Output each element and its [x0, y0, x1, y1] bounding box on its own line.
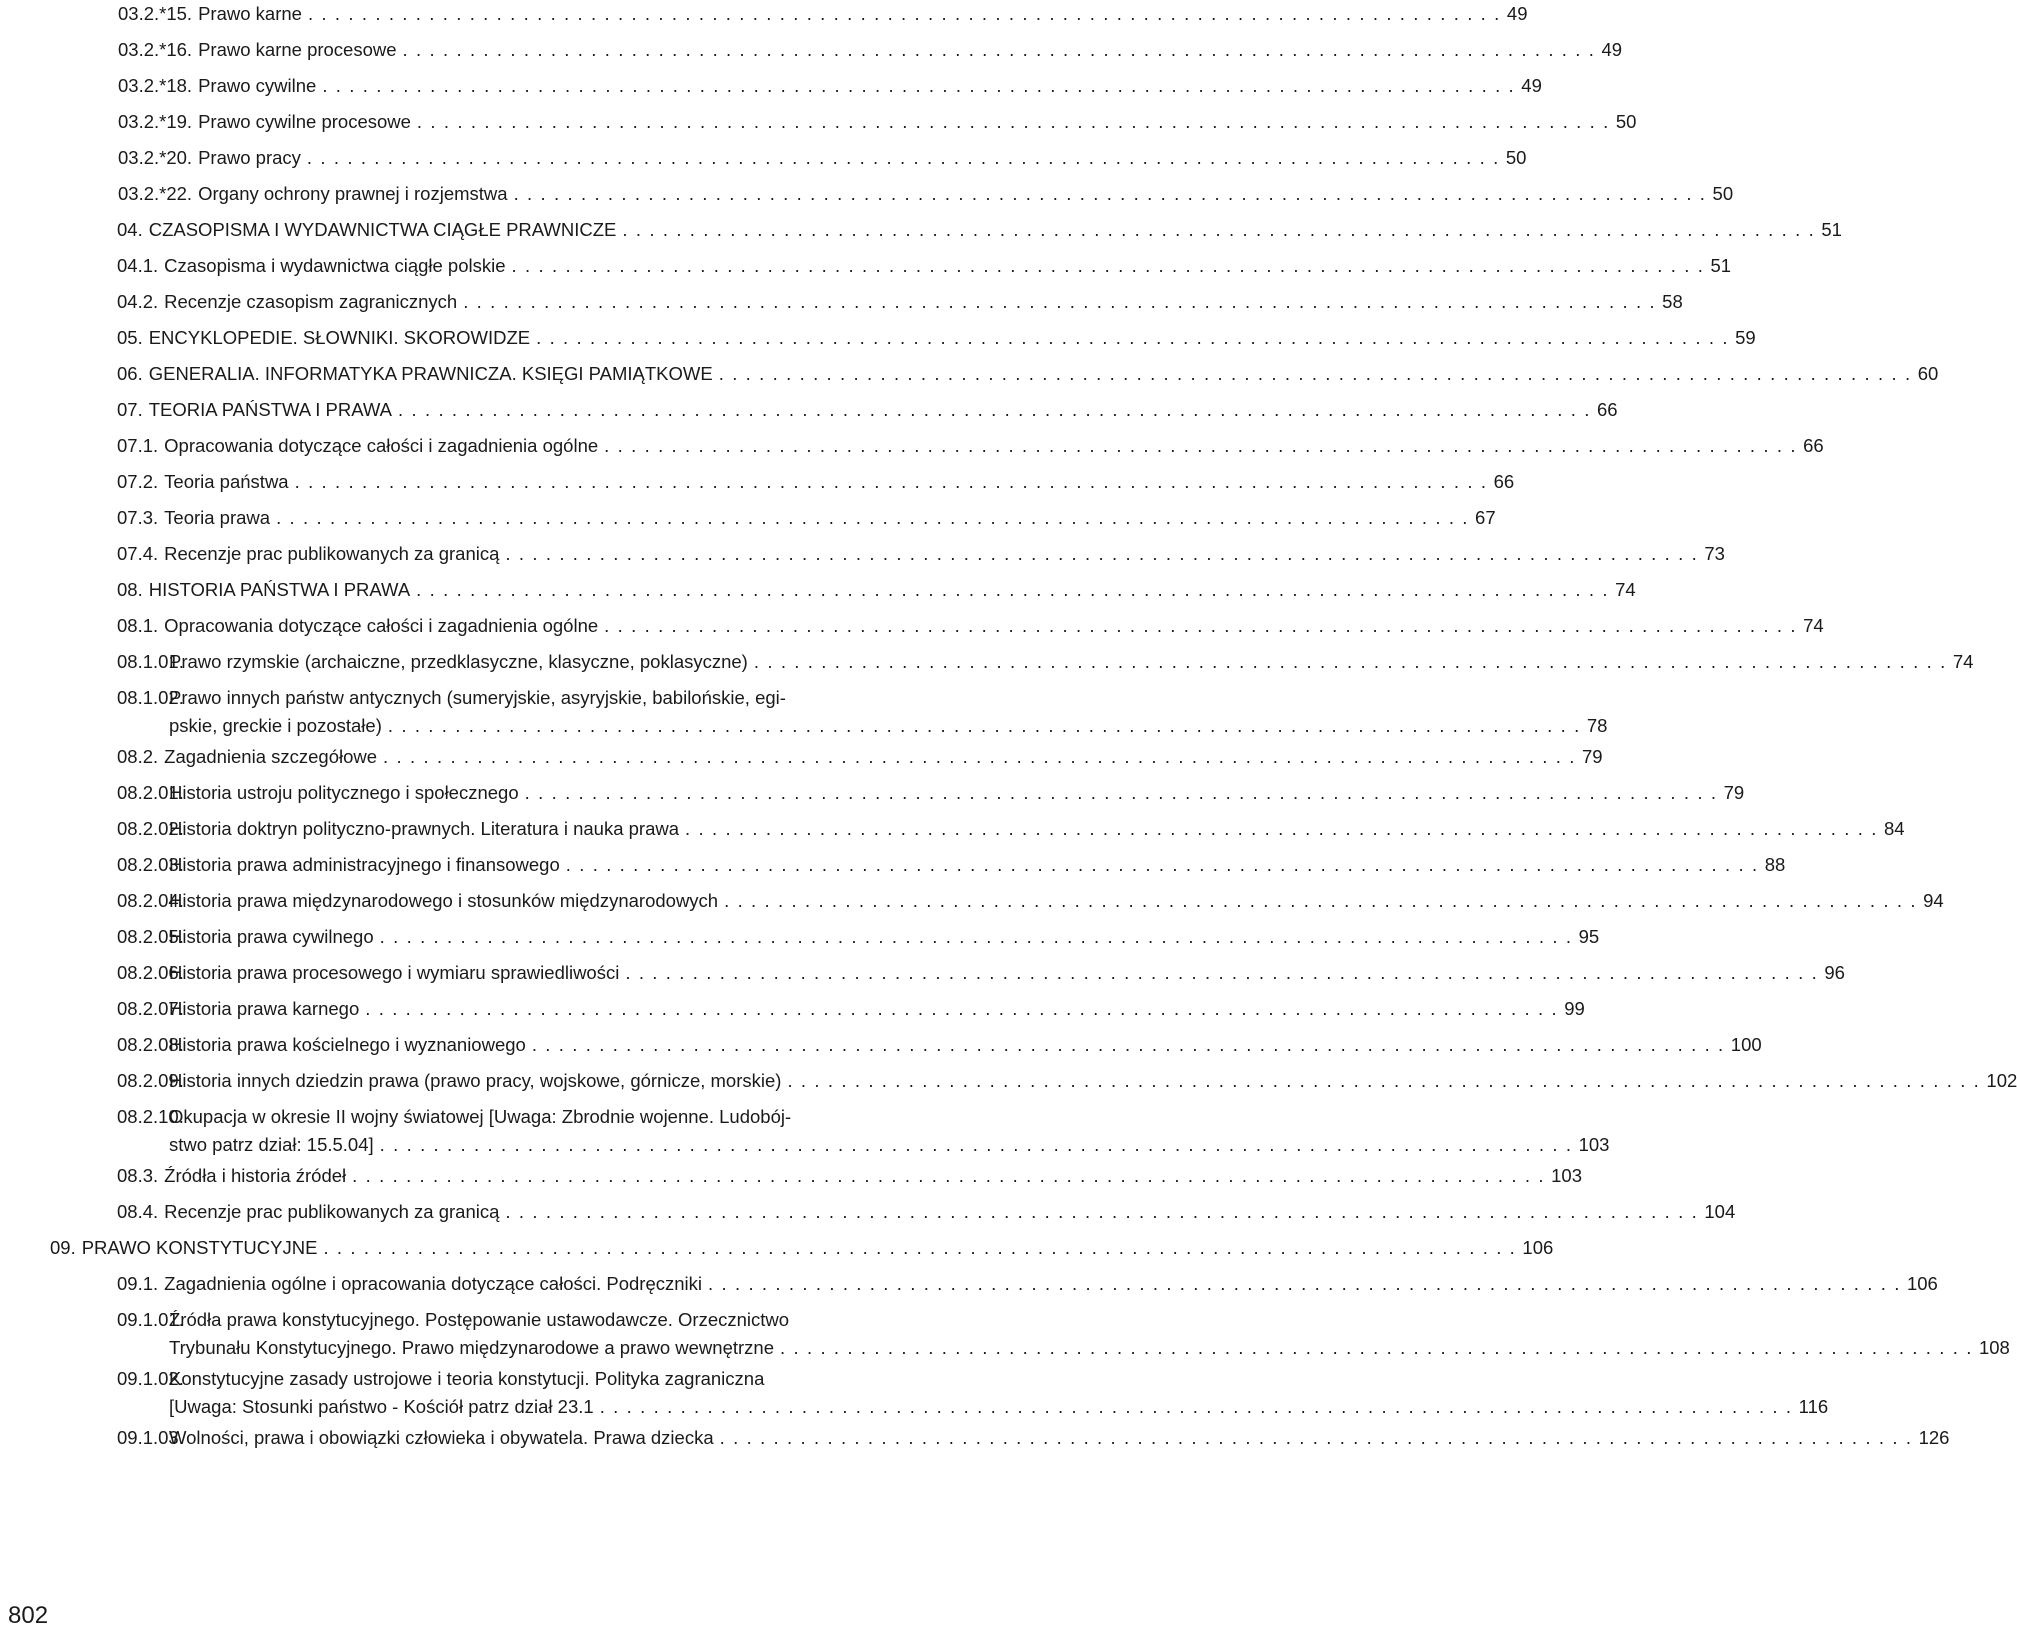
toc-entry-number: 08.2.05.	[117, 926, 184, 947]
toc-entry-page: 126	[1918, 1427, 1950, 1448]
dot-leader	[708, 1273, 1901, 1295]
toc-entry-page: 94	[1923, 890, 1944, 911]
dot-leader	[322, 75, 1515, 97]
toc-entry-number: 04.2.	[117, 291, 159, 312]
toc-entry-title: TEORIA PAŃSTWA I PRAWA	[148, 399, 392, 420]
toc-entry-title: Prawo pracy	[198, 147, 301, 168]
toc-entry-page: 73	[1704, 543, 1725, 564]
dot-leader	[600, 1396, 1793, 1418]
toc-entry-page: 51	[1821, 219, 1842, 240]
dot-leader	[307, 147, 1500, 169]
toc-entry-number: 08.2.06.	[117, 962, 184, 983]
dot-leader	[323, 1237, 1516, 1259]
toc-entry-number: 08.2.07.	[117, 998, 184, 1019]
toc-entry-page: 66	[1803, 435, 1824, 456]
toc-entry-title: Teoria państwa	[164, 471, 289, 492]
toc-entry-page: 60	[1917, 363, 1939, 384]
toc-entry-title: Historia prawa kościelnego i wyznaniowego	[169, 1034, 526, 1055]
toc-entry-title: Opracowania dotyczące całości i zagadnienia ogólne	[164, 615, 599, 636]
toc-entry-page: 106	[1906, 1273, 1938, 1294]
dot-leader	[566, 854, 1759, 876]
dot-leader	[532, 1034, 1725, 1056]
toc-entry-page: 50	[1712, 183, 1734, 204]
toc-entry-page: 102	[1986, 1070, 2017, 1091]
dot-leader	[463, 291, 1656, 313]
dot-leader	[417, 111, 1610, 133]
toc-entry-page: 88	[1764, 854, 1786, 875]
toc-entry-number: 07.	[117, 399, 143, 420]
toc-entry-title: Źródła i historia źródeł	[164, 1165, 347, 1186]
toc-entry-number: 03.2.*16.	[118, 39, 193, 60]
toc-entry-title: Recenzje prac publikowanych za granicą	[164, 543, 500, 564]
toc-entry-title: Zagadnienia szczegółowe	[164, 746, 378, 767]
toc-entry-title: Źródła prawa konstytucyjnego. Postępowanie ustawodawcze. Orzecznictwo	[169, 1309, 790, 1330]
toc-entry-page: 50	[1505, 147, 1527, 168]
toc-entry-title: Prawo innych państw antycznych (sumeryjskie, asyryjskie, babilońskie, egi-	[169, 687, 786, 708]
toc-entry-number: 09.	[50, 1237, 76, 1258]
toc-entry-number: 08.2.04.	[117, 890, 184, 911]
toc-entry-number: 05.	[117, 327, 143, 348]
dot-leader	[787, 1070, 1980, 1092]
toc-entry-number: 03.2.*19.	[118, 111, 193, 132]
toc-entry-title: Teoria prawa	[164, 507, 271, 528]
dot-leader	[416, 579, 1609, 601]
toc-entry-number: 03.2.*20.	[118, 147, 193, 168]
toc-entry-number: 08.2.02.	[117, 818, 184, 839]
toc-entry-title: Opracowania dotyczące całości i zagadnienia ogólne	[164, 435, 599, 456]
toc-entry-number: 09.1.02.	[117, 1368, 184, 1389]
toc-entry-page: 79	[1582, 746, 1603, 767]
toc-entry-title: Prawo cywilne	[198, 75, 317, 96]
toc-entry-page: 50	[1615, 111, 1637, 132]
toc-entry-title-continued: stwo patrz dział: 15.5.04]	[169, 1134, 374, 1155]
toc-entry-number: 07.3.	[117, 507, 159, 528]
toc-entry-title: Prawo karne procesowe	[198, 39, 397, 60]
dot-leader	[276, 507, 1469, 529]
toc-entry-page: 95	[1578, 926, 1600, 947]
toc-entry-number: 09.1.03.	[117, 1427, 184, 1448]
toc-entry-number: 06.	[117, 363, 143, 384]
toc-entry-title: PRAWO KONSTYTUCYJNE	[81, 1237, 318, 1258]
toc-entry-page: 59	[1735, 327, 1756, 348]
toc-entry-title: GENERALIA. INFORMATYKA PRAWNICZA. KSIĘGI PAMIĄTKOWE	[148, 363, 713, 384]
toc-entry-number: 08.1.01.	[117, 651, 184, 672]
dot-leader	[505, 1201, 1698, 1223]
dot-leader	[403, 39, 1596, 61]
toc-entry-title-continued: [Uwaga: Stosunki państwo - Kościół patrz dział 23.1	[169, 1396, 594, 1417]
toc-entry-page: 74	[1615, 579, 1636, 600]
toc-entry-number: 08.	[117, 579, 143, 600]
toc-entry-title-continued: pskie, greckie i pozostałe)	[169, 715, 382, 736]
toc-entry-number: 03.2.*22.	[118, 183, 193, 204]
toc-entry-number: 08.2.09.	[117, 1070, 184, 1091]
toc-entry-page: 51	[1710, 255, 1732, 276]
toc-entry-number: 09.1.	[117, 1273, 159, 1294]
dot-leader	[720, 1427, 1913, 1449]
toc-entry-title: CZASOPISMA I WYDAWNICTWA CIĄGŁE PRAWNICZE	[148, 219, 617, 240]
dot-leader	[308, 3, 1501, 25]
dot-leader	[295, 471, 1488, 493]
toc-entry-title: HISTORIA PAŃSTWA I PRAWA	[148, 579, 411, 600]
toc-entry-title: Czasopisma i wydawnictwa ciągłe polskie	[164, 255, 506, 276]
toc-entry-page: 104	[1704, 1201, 1736, 1222]
dot-leader	[512, 255, 1705, 277]
toc-entry-title: Zagadnienia ogólne i opracowania dotyczące całości. Podręczniki	[164, 1273, 703, 1294]
toc-entry-number: 03.2.*15.	[118, 3, 193, 24]
toc-entry-page: 49	[1506, 3, 1528, 24]
toc-entry-page: 116	[1798, 1396, 1829, 1417]
toc-entry-page: 100	[1730, 1034, 1762, 1055]
toc-entry-title: Recenzje czasopism zagranicznych	[164, 291, 458, 312]
toc-entry-number: 03.2.*18.	[118, 75, 193, 96]
toc-entry-page: 49	[1601, 39, 1623, 60]
toc-entry-title: Okupacja w okresie II wojny światowej [Uwaga: Zbrodnie wojenne. Ludobój-	[169, 1106, 792, 1127]
dot-leader	[685, 818, 1878, 840]
toc-entry-number: 07.4.	[117, 543, 159, 564]
toc-entry-number: 04.1.	[117, 255, 159, 276]
toc-entry-number: 08.2.01.	[117, 782, 184, 803]
toc-entry-page: 106	[1522, 1237, 1554, 1258]
toc-entry-title: Wolności, prawa i obowiązki człowieka i obywatela. Prawa dziecka	[169, 1427, 714, 1448]
dot-leader	[719, 363, 1912, 385]
toc-entry-number: 08.2.08.	[117, 1034, 184, 1055]
toc-entry-title-continued: Trybunału Konstytucyjnego. Prawo międzynarodowe a prawo wewnętrzne	[169, 1337, 774, 1358]
dot-leader	[525, 782, 1718, 804]
dot-leader	[380, 926, 1573, 948]
toc-entry-title: Organy ochrony prawnej i rozjemstwa	[198, 183, 508, 204]
dot-leader	[724, 890, 1917, 912]
toc-entry-page: 67	[1475, 507, 1496, 528]
toc-entry-title: Prawo rzymskie (archaiczne, przedklasyczne, klasyczne, poklasyczne)	[169, 651, 748, 672]
toc-entry-page: 99	[1564, 998, 1585, 1019]
dot-leader	[514, 183, 1707, 205]
dot-leader	[352, 1165, 1545, 1187]
toc-entry-number: 08.3.	[117, 1165, 159, 1186]
toc-entry-page: 84	[1883, 818, 1905, 839]
toc-entry-page: 66	[1596, 399, 1618, 420]
toc-entry-number: 08.1.02.	[117, 687, 184, 708]
toc-entry-page: 78	[1586, 715, 1608, 736]
toc-entry-number: 08.4.	[117, 1201, 159, 1222]
toc-entry-title: Prawo cywilne procesowe	[198, 111, 411, 132]
toc-entry-page: 49	[1521, 75, 1542, 96]
toc-entry-number: 08.2.	[117, 746, 159, 767]
page-number: 802	[8, 1602, 49, 1629]
toc-entry-title: Recenzje prac publikowanych za granicą	[164, 1201, 500, 1222]
dot-leader	[380, 1134, 1573, 1156]
dot-leader	[604, 615, 1797, 637]
toc-entry-number: 07.2.	[117, 471, 159, 492]
toc-entry-title: Historia doktryn polityczno-prawnych. Literatura i nauka prawa	[169, 818, 680, 839]
toc-entry-number: 04.	[117, 219, 143, 240]
dot-leader	[388, 715, 1581, 737]
toc-entry-page: 103	[1551, 1165, 1582, 1186]
dot-leader	[536, 327, 1729, 349]
toc-entry-number: 08.2.03.	[117, 854, 184, 875]
dot-leader	[505, 543, 1698, 565]
toc-entry-page: 74	[1952, 651, 1974, 672]
toc-entry-title: Prawo karne	[198, 3, 302, 24]
toc-entry-title: Historia prawa cywilnego	[169, 926, 374, 947]
toc-entry-page: 74	[1803, 615, 1824, 636]
dot-leader	[780, 1337, 1973, 1359]
toc-entry-title: Historia ustroju politycznego i społecznego	[169, 782, 519, 803]
toc-entry-number: 09.1.01.	[117, 1309, 184, 1330]
dot-leader	[625, 962, 1818, 984]
toc-entry-page: 58	[1662, 291, 1683, 312]
toc-entry-page: 79	[1723, 782, 1745, 803]
toc-entry-title: Historia prawa karnego	[169, 998, 360, 1019]
toc-entry-page: 96	[1824, 962, 1845, 983]
toc-entry-number: 08.2.10.	[117, 1106, 184, 1127]
toc-entry-title: Historia prawa procesowego i wymiaru sprawiedliwości	[169, 962, 620, 983]
toc-entry-number: 08.1.	[117, 615, 159, 636]
dot-leader	[604, 435, 1797, 457]
toc-entry-page: 108	[1978, 1337, 2010, 1358]
toc-entry-title: Historia prawa międzynarodowego i stosunków międzynarodowych	[169, 890, 719, 911]
toc-entry-page: 66	[1493, 471, 1515, 492]
toc-entry-title: Historia prawa administracyjnego i finansowego	[169, 854, 560, 875]
dot-leader	[383, 746, 1576, 768]
toc-entry-title: Konstytucyjne zasady ustrojowe i teoria konstytucji. Polityka zagraniczna	[169, 1368, 765, 1389]
toc-entry-title: ENCYKLOPEDIE. SŁOWNIKI. SKOROWIDZE	[148, 327, 531, 348]
dot-leader	[398, 399, 1591, 421]
toc-entry-title: Historia innych dziedzin prawa (prawo pracy, wojskowe, górnicze, morskie)	[169, 1070, 782, 1091]
dot-leader	[754, 651, 1947, 673]
dot-leader	[622, 219, 1815, 241]
toc-entry-page: 103	[1578, 1134, 1610, 1155]
toc-entry-number: 07.1.	[117, 435, 159, 456]
dot-leader	[365, 998, 1558, 1020]
